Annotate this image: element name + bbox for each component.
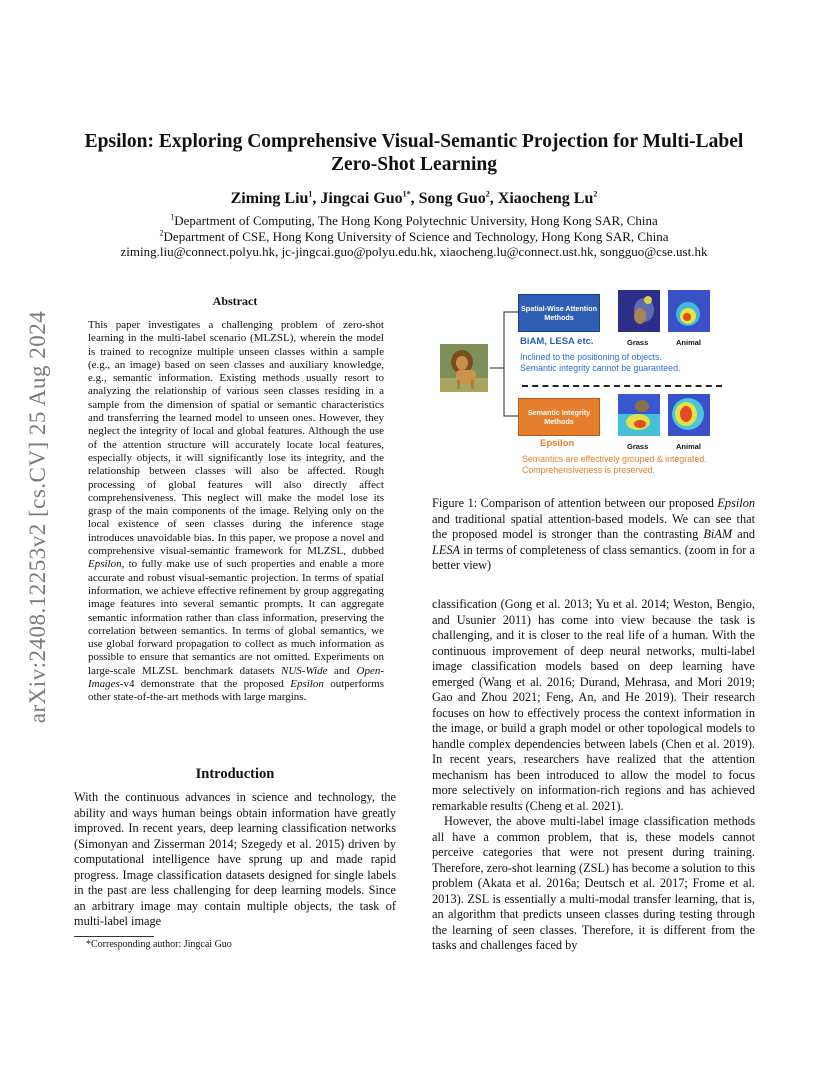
- affiliations: [74, 213, 754, 260]
- attention-map-animal-bottom: [668, 394, 710, 436]
- introduction-heading: Introduction: [195, 766, 275, 782]
- attention-map-grass-bottom: [618, 394, 660, 436]
- figure-caption: Figure 1: Comparison of attention between our proposed Epsilon and traditional spatial attention-based models. We can see that the proposed model is stronger than the contrasting BiAM and LESA in terms of completeness of class semantics. (zoom in for a better view): [432, 496, 755, 572]
- author-name: Ziming Liu: [230, 190, 309, 207]
- animal-label-bottom: Animal: [676, 442, 702, 451]
- baseline-method-label: BiAM, LESA etc.: [520, 336, 594, 347]
- proposed-method-label: Epsilon: [540, 438, 575, 449]
- author-list: Ziming Liu$^1$, Jingcai Guo$^{1*}$, Song Guo$^2$, Xiaocheng Lu$^2$: [230, 189, 598, 207]
- abstract-body: This paper investigates a challenging problem of zero-shot learning in the multi-label scenario (MLZSL), wherein the model is trained to recognize multiple unseen classes within a sample (e.g., an image) based on seen classes and auxiliary knowledge, e.g., semantic information. Existing methods usually resort to analyzing the relationship of various seen classes residing in a sample from the dimension of spatial or semantic characteristics and transferring the learned model to unseen ones. However, they neglect the integrity of local and global features. Although the use of the attention structure will accurately locate local features, especially objects, it will significantly lose its integrity, and the relationship between classes will also be affected. Rough processing of global features will also directly affect comprehensiveness. This neglect will make the model lose its grasp of the main components of the image. Relying only on the local existence of seen classes during the inference stage introduces unavoidable bias. In this paper, we propose a novel and comprehensive visual-semantic framework for MLZSL, dubbed Epsilon, to fully make use of such properties and enable a more accurate and robust visual-semantic projection. In terms of spatial information, we achieve effective refinement by group aggregating image features into several semantic prompts. It can aggregate semantic information rather than class information, preserving the correlation between semantics. In terms of global semantics, we use global forward propagation to collect as much information as possible to ensure that semantics are not omitted. Experiments on large-scale MLZSL benchmark datasets NUS-Wide and Open-Images-v4 demonstrate that the proposed Epsilon outperforms other state-of-the-art methods with large margins.: [88, 319, 384, 704]
- lion-photo: [440, 344, 488, 392]
- abstract-heading: Abstract: [212, 294, 258, 308]
- author-name: Jingcai Guo: [320, 190, 403, 207]
- attention-map-animal-top: [668, 290, 710, 332]
- author-name: Song Guo: [418, 190, 486, 207]
- paper-title: Epsilon: Exploring Comprehensive Visual-Semantic Projection for Multi-Label Zero-Shot Learning: [84, 131, 744, 175]
- figure-divider: [522, 385, 722, 387]
- figure-1: [432, 282, 755, 482]
- right-column-body: [432, 597, 755, 954]
- baseline-note: Inclined to the positioning of objects. Semantic integrity cannot be guaranteed.: [520, 352, 681, 374]
- grass-label-top: Grass: [627, 338, 649, 347]
- author-name: Xiaocheng Lu: [497, 190, 594, 207]
- footnote-rule: [74, 936, 154, 937]
- spatial-wise-attention-box: Spatial-Wise Attention Methods: [518, 294, 600, 332]
- paragraph: However, the above multi-label image classification methods all have a common problem, that is, these models cannot perceive categories that were not present during training. Therefore, zero-shot learning (ZSL) has become a solution to this problem (Akata et al. 2016a; Deutsch et al. 2017; Frome et al. 2013). ZSL is essentially a multi-modal transfer learning, that is, an algorithm that predicts unseen classes during testing through the learning of seen classes. Therefore, it is different from the tasks and challenges faced by: [432, 814, 755, 952]
- grass-label-bottom: Grass: [627, 442, 649, 451]
- author-emails: ziming.liu@connect.polyu.hk, jc-jingcai.guo@polyu.edu.hk, xiaocheng.lu@connect.ust.hk, songguo@cse.ust.hk: [120, 244, 708, 259]
- attention-map-grass-top: [618, 290, 660, 332]
- paragraph: classification (Gong et al. 2013; Yu et al. 2014; Weston, Bengio, and Usunier 2011) has come into view because the task is challenging, and it is closer to the real life of a human. With the continuous improvement of deep neural networks, multi-label image classification models based on deep learning have emerged (Wang et al. 2016; Durand, Mehrasa, and Mori 2019; Gao and Zhou 2021; Feng, An, and He 2019). Their research focuses on how to effectively process the context information in the image, or build a graph model or other topological models to handle complex dependencies between labels (Chen et al. 2019). In recent years, researchers have realized that the attention mechanism has been introduced to allow the model to focus more selectively on information-rich regions and has achieved remarkable results (Cheng et al. 2021).: [432, 597, 755, 813]
- arxiv-identifier: arXiv:2408.12253v2 [cs.CV] 25 Aug 2024: [25, 310, 50, 724]
- semantic-integrity-box: Semantic Integrity Methods: [518, 398, 600, 436]
- affiliation-2: $^2$Department of CSE, Hong Kong University of Science and Technology, Hong Kong SAR, China: [159, 228, 669, 244]
- affiliation-1: $^1$Department of Computing, The Hong Kong Polytechnic University, Hong Kong SAR, China: [170, 212, 658, 228]
- proposed-note: Semantics are effectively grouped & integrated. Comprehensiveness is preserved.: [522, 454, 707, 476]
- animal-label-top: Animal: [676, 338, 702, 347]
- footnote: *Corresponding author: Jingcai Guo: [86, 939, 232, 950]
- introduction-body: With the continuous advances in science and technology, the ability and ways human beings obtain information have greatly improved. In recent years, deep learning classification networks (Simonyan and Zisserman 2014; Szegedy et al. 2015) driven by computational intelligence have sprung up and made rapid progress. Image classification datasets designed for single labels in the past are less challenging for deep learning models. Since an arbitrary image may contain multiple objects, the task of multi-label image: [74, 790, 396, 928]
